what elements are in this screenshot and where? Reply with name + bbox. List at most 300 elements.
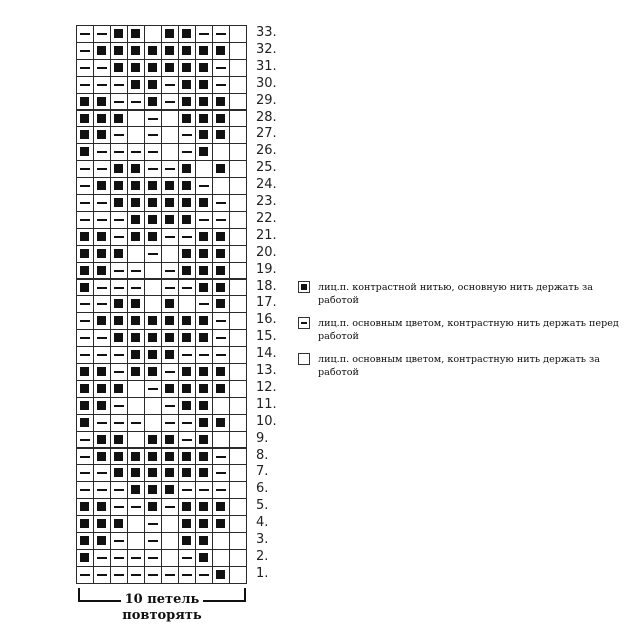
chart-cell	[76, 143, 94, 161]
chart-cell	[195, 363, 213, 381]
legend-text: лиц.п. основным цветом, контрастную нить держать перед работой	[318, 318, 619, 342]
chart-cell	[178, 262, 196, 280]
chart-cell	[144, 380, 162, 398]
chart-cell	[161, 59, 179, 77]
dash-icon	[114, 236, 124, 238]
dash-icon	[131, 574, 141, 576]
chart-cell	[76, 312, 94, 330]
square-icon	[97, 97, 106, 106]
square-icon	[182, 452, 191, 461]
dash-icon	[114, 371, 124, 373]
square-icon	[182, 114, 191, 123]
square-icon	[97, 232, 106, 241]
chart-cell	[76, 448, 94, 466]
dash-icon	[216, 472, 226, 474]
dash-icon	[80, 67, 90, 69]
square-icon	[131, 452, 140, 461]
chart-cell	[161, 414, 179, 432]
row-number: 7.	[256, 464, 269, 480]
row-number: 21.	[256, 227, 277, 243]
chart-cell	[144, 160, 162, 178]
chart-cell	[127, 346, 145, 364]
chart-cell	[178, 397, 196, 415]
dash-icon	[216, 489, 226, 491]
square-icon	[148, 181, 157, 190]
square-icon	[199, 333, 208, 342]
chart-cell	[195, 498, 213, 516]
square-icon	[216, 384, 225, 393]
dash-icon	[165, 101, 175, 103]
row-number: 9.	[256, 430, 269, 446]
square-icon	[182, 519, 191, 528]
square-icon	[114, 29, 123, 38]
square-icon	[114, 316, 123, 325]
dash-icon	[97, 168, 107, 170]
row-number: 5.	[256, 498, 269, 514]
chart-cell	[195, 312, 213, 330]
square-icon	[182, 266, 191, 275]
square-icon	[199, 266, 208, 275]
dash-icon	[182, 557, 192, 559]
chart-cell	[212, 363, 230, 381]
square-icon	[148, 63, 157, 72]
dash-icon	[216, 456, 226, 458]
chart-cell	[110, 211, 128, 229]
chart-cell	[161, 160, 179, 178]
chart-cell	[178, 346, 196, 364]
row-number: 26.	[256, 143, 277, 159]
chart-cell	[195, 329, 213, 347]
chart-cell	[229, 228, 247, 246]
chart-cell	[178, 329, 196, 347]
chart-cell	[76, 59, 94, 77]
square-icon	[165, 46, 174, 55]
chart-cell	[144, 481, 162, 499]
square-icon	[80, 384, 89, 393]
square-icon	[131, 198, 140, 207]
square-icon	[148, 350, 157, 359]
dash-icon	[148, 151, 158, 153]
dash-icon	[80, 168, 90, 170]
square-icon	[182, 80, 191, 89]
chart-cell	[195, 194, 213, 212]
chart-cell	[212, 25, 230, 43]
square-icon	[199, 418, 208, 427]
chart-cell	[144, 464, 162, 482]
legend-item-main-front	[298, 317, 628, 343]
chart-cell	[93, 245, 111, 263]
dash-icon	[216, 354, 226, 356]
chart-cell	[93, 414, 111, 432]
square-icon	[131, 350, 140, 359]
chart-cell	[93, 25, 111, 43]
chart-cell	[127, 126, 145, 144]
chart-cell	[195, 160, 213, 178]
chart-cell	[229, 498, 247, 516]
square-icon	[182, 367, 191, 376]
chart-cell	[127, 515, 145, 533]
chart-cell	[76, 262, 94, 280]
chart-cell	[144, 363, 162, 381]
chart-cell	[212, 312, 230, 330]
chart-cell	[161, 25, 179, 43]
row-number: 13.	[256, 363, 277, 378]
chart-cell	[229, 380, 247, 398]
square-icon	[114, 114, 123, 123]
square-icon	[97, 519, 106, 528]
dash-icon	[114, 84, 124, 86]
chart-cell	[110, 177, 128, 195]
chart-cell	[110, 329, 128, 347]
row-number: 25.	[256, 160, 277, 176]
square-icon	[182, 63, 191, 72]
chart-cell	[144, 126, 162, 144]
chart-cell	[229, 245, 247, 263]
chart-cell	[127, 397, 145, 415]
chart-cell	[144, 194, 162, 212]
dash-icon	[182, 287, 192, 289]
chart-cell	[110, 448, 128, 466]
chart-cell	[195, 566, 213, 584]
chart-cell	[195, 481, 213, 499]
chart-cell	[93, 262, 111, 280]
chart-cell	[76, 245, 94, 263]
row-number: 1.	[256, 565, 269, 581]
square-icon	[199, 46, 208, 55]
square-icon	[131, 181, 140, 190]
chart-cell	[195, 110, 213, 128]
chart-cell	[212, 42, 230, 60]
square-icon	[165, 181, 174, 190]
square-icon	[182, 164, 191, 173]
square-icon	[114, 46, 123, 55]
chart-cell	[195, 346, 213, 364]
chart-cell	[195, 549, 213, 567]
square-icon	[80, 97, 89, 106]
square-icon	[182, 536, 191, 545]
chart-cell	[229, 329, 247, 347]
chart-cell	[144, 312, 162, 330]
square-icon	[199, 249, 208, 258]
chart-cell	[144, 414, 162, 432]
square-icon	[131, 80, 140, 89]
chart-cell	[195, 59, 213, 77]
chart-cell	[161, 93, 179, 111]
chart-cell	[93, 363, 111, 381]
chart-cell	[178, 566, 196, 584]
chart-cell	[178, 25, 196, 43]
row-number: 4.	[256, 515, 269, 531]
chart-cell	[229, 126, 247, 144]
chart-cell	[110, 295, 128, 313]
chart-cell	[161, 363, 179, 381]
chart-cell	[178, 228, 196, 246]
chart-cell	[144, 25, 162, 43]
chart-cell	[178, 279, 196, 297]
chart-cell	[195, 380, 213, 398]
square-icon	[199, 536, 208, 545]
chart-cell	[93, 194, 111, 212]
legend-item-main-back	[298, 353, 628, 379]
chart-cell	[178, 42, 196, 60]
chart-cell	[76, 110, 94, 128]
chart-cell	[161, 380, 179, 398]
chart-cell	[212, 549, 230, 567]
chart-cell	[127, 566, 145, 584]
square-icon	[199, 316, 208, 325]
square-icon	[216, 570, 225, 579]
chart-cell	[144, 515, 162, 533]
square-icon	[199, 401, 208, 410]
square-icon	[199, 384, 208, 393]
chart-cell	[212, 177, 230, 195]
chart-cell	[127, 245, 145, 263]
chart-cell	[212, 464, 230, 482]
chart-cell	[93, 481, 111, 499]
chart-cell	[229, 515, 247, 533]
square-icon	[199, 97, 208, 106]
dash-icon	[165, 270, 175, 272]
chart-cell	[161, 143, 179, 161]
chart-cell	[127, 25, 145, 43]
chart-cell	[178, 448, 196, 466]
dash-icon	[199, 33, 209, 35]
chart-cell	[229, 211, 247, 229]
chart-cell	[93, 228, 111, 246]
chart-cell	[76, 228, 94, 246]
chart-cell	[110, 93, 128, 111]
square-icon	[131, 299, 140, 308]
square-icon	[148, 468, 157, 477]
dash-icon	[80, 33, 90, 35]
chart-cell	[76, 464, 94, 482]
chart-cell	[76, 549, 94, 567]
empty-icon	[298, 353, 310, 365]
square-icon	[199, 553, 208, 562]
chart-cell	[229, 448, 247, 466]
square-icon	[216, 266, 225, 275]
square-icon	[182, 29, 191, 38]
chart-cell	[76, 279, 94, 297]
chart-cell	[110, 363, 128, 381]
chart-cell	[110, 566, 128, 584]
chart-cell	[110, 515, 128, 533]
square-icon	[165, 198, 174, 207]
repeat-caption-line2: повторять	[118, 608, 206, 623]
chart-cell	[212, 481, 230, 499]
dash-icon	[97, 557, 107, 559]
chart-cell	[127, 380, 145, 398]
chart-cell	[127, 194, 145, 212]
square-icon	[148, 452, 157, 461]
dash-icon	[199, 303, 209, 305]
square-icon	[80, 536, 89, 545]
chart-cell	[161, 566, 179, 584]
square-icon	[97, 130, 106, 139]
chart-cell	[127, 110, 145, 128]
chart-cell	[212, 346, 230, 364]
chart-cell	[93, 279, 111, 297]
dash-icon	[131, 101, 141, 103]
chart-cell	[144, 329, 162, 347]
chart-cell	[144, 431, 162, 449]
square-icon	[165, 63, 174, 72]
row-number: 16.	[256, 312, 277, 328]
chart-cell	[229, 464, 247, 482]
chart-cell	[195, 211, 213, 229]
square-icon	[114, 435, 123, 444]
chart-cell	[212, 380, 230, 398]
chart-cell	[229, 346, 247, 364]
square-icon	[131, 232, 140, 241]
chart-cell	[127, 279, 145, 297]
chart-cell	[178, 211, 196, 229]
chart-cell	[93, 515, 111, 533]
chart-cell	[93, 312, 111, 330]
row-number: 28.	[256, 109, 277, 125]
chart-cell	[110, 25, 128, 43]
row-number: 10.	[256, 413, 277, 429]
chart-cell	[110, 143, 128, 161]
chart-cell	[195, 76, 213, 94]
chart-cell	[93, 448, 111, 466]
chart-cell	[212, 532, 230, 550]
square-icon	[131, 316, 140, 325]
chart-cell	[144, 110, 162, 128]
chart-cell	[127, 93, 145, 111]
chart-cell	[212, 414, 230, 432]
square-icon	[199, 519, 208, 528]
chart-cell	[178, 194, 196, 212]
chart-cell	[110, 245, 128, 263]
chart-cell	[110, 262, 128, 280]
dash-icon	[148, 574, 158, 576]
square-icon	[148, 316, 157, 325]
square-icon	[182, 46, 191, 55]
dash-icon	[148, 168, 158, 170]
chart-cell	[195, 397, 213, 415]
dash-icon	[165, 287, 175, 289]
chart-cell	[127, 363, 145, 381]
square-icon	[131, 333, 140, 342]
dash-icon	[165, 168, 175, 170]
chart-cell	[127, 312, 145, 330]
square-icon	[80, 266, 89, 275]
chart-cell	[127, 329, 145, 347]
chart-cell	[178, 498, 196, 516]
chart-cell	[76, 363, 94, 381]
dash-icon	[131, 506, 141, 508]
chart-cell	[178, 295, 196, 313]
chart-cell	[178, 110, 196, 128]
dash-icon	[199, 354, 209, 356]
square-icon	[216, 114, 225, 123]
chart-cell	[229, 549, 247, 567]
chart-cell	[178, 312, 196, 330]
square-icon	[80, 232, 89, 241]
dash-icon	[199, 489, 209, 491]
chart-cell	[229, 59, 247, 77]
chart-cell	[195, 279, 213, 297]
square-icon	[165, 384, 174, 393]
chart-cell	[195, 42, 213, 60]
chart-cell	[127, 549, 145, 567]
dash-icon	[148, 253, 158, 255]
dash-icon	[80, 354, 90, 356]
chart-cell	[195, 431, 213, 449]
dash-icon	[114, 489, 124, 491]
dash-icon	[80, 219, 90, 221]
square-icon	[199, 468, 208, 477]
square-icon	[216, 232, 225, 241]
chart-cell	[229, 93, 247, 111]
chart-cell	[229, 431, 247, 449]
chart-cell	[161, 110, 179, 128]
chart-cell	[144, 76, 162, 94]
repeat-caption-line1: 10 петель	[121, 592, 204, 607]
chart-cell	[212, 59, 230, 77]
dash-icon	[80, 202, 90, 204]
square-icon	[80, 367, 89, 376]
chart-cell	[110, 346, 128, 364]
dash-icon	[165, 236, 175, 238]
chart-cell	[76, 481, 94, 499]
square-icon	[131, 468, 140, 477]
dash-icon	[80, 489, 90, 491]
square-icon	[114, 299, 123, 308]
chart-cell	[212, 194, 230, 212]
chart-cell	[127, 464, 145, 482]
dash-icon	[80, 50, 90, 52]
square-icon	[97, 46, 106, 55]
chart-cell	[229, 143, 247, 161]
square-icon	[182, 316, 191, 325]
dash-icon	[114, 354, 124, 356]
chart-cell	[110, 42, 128, 60]
chart-cell	[76, 295, 94, 313]
square-icon	[114, 468, 123, 477]
chart-cell	[144, 177, 162, 195]
chart-cell	[76, 194, 94, 212]
dash-icon	[114, 151, 124, 153]
dash-icon	[199, 185, 209, 187]
chart-cell	[195, 448, 213, 466]
dash-icon	[148, 134, 158, 136]
chart-cell	[127, 532, 145, 550]
chart-cell	[93, 346, 111, 364]
row-number: 14.	[256, 346, 277, 362]
chart-cell	[76, 177, 94, 195]
chart-cell	[212, 566, 230, 584]
dash-icon	[97, 422, 107, 424]
chart-cell	[161, 279, 179, 297]
chart-cell	[93, 329, 111, 347]
chart-cell	[229, 42, 247, 60]
chart-cell	[110, 498, 128, 516]
dash-icon	[216, 33, 226, 35]
square-icon	[131, 164, 140, 173]
chart-cell	[161, 228, 179, 246]
square-icon	[148, 46, 157, 55]
chart-cell	[178, 380, 196, 398]
square-icon	[80, 147, 89, 156]
square-icon	[165, 215, 174, 224]
chart-cell	[144, 245, 162, 263]
row-number: 20.	[256, 244, 277, 260]
dash-icon	[80, 574, 90, 576]
chart-cell	[161, 312, 179, 330]
square-icon	[114, 519, 123, 528]
